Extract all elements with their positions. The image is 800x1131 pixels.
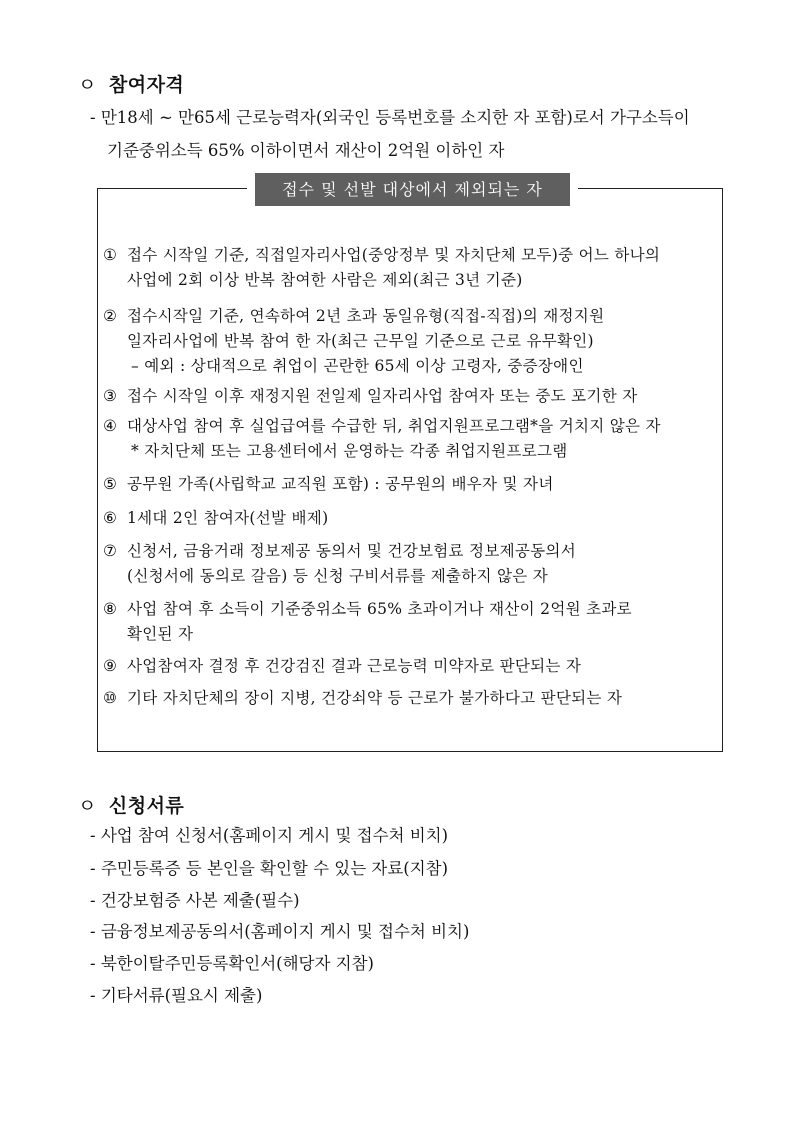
exclusion-item-text: 1세대 2인 참여자(선발 배제): [127, 509, 329, 527]
exclusion-item-line: [103, 384, 708, 409]
document-item: - 기타서류(필요시 제출): [90, 986, 263, 1005]
exclusion-item-text: 접수시작일 기준, 연속하여 2년 초과 동일유형(직접-직접)의 재정지원: [127, 307, 605, 325]
exclusion-item: [103, 243, 708, 293]
exclusion-item-line: [103, 539, 708, 564]
exclusion-item-note: – 예외 : 상대적으로 취업이 곤란한 65세 이상 고령자, 중증장애인: [131, 357, 584, 375]
exclusion-item: [103, 597, 708, 647]
section-bullet: ㅇ: [78, 795, 97, 817]
exclusion-item: [103, 539, 708, 589]
exclusion-item-number: ⑥: [103, 509, 118, 527]
exclusion-item: [103, 472, 708, 497]
eligibility-line-2: 기준중위소득 65% 이하이면서 재산이 2억원 이하인 자: [107, 141, 505, 160]
exclusion-item-number: ⑧: [103, 600, 118, 618]
exclusion-item: [103, 414, 708, 464]
document-item: - 건강보험증 사본 제출(필수): [90, 891, 300, 910]
document-item: - 북한이탈주민등록확인서(해당자 지참): [90, 954, 374, 973]
exclusion-item-line: [103, 268, 708, 293]
exclusion-item-text: (신청서에 동의로 갈음) 등 신청 구비서류를 제출하지 않은 자: [127, 567, 549, 585]
exclusion-item: [103, 384, 708, 409]
exclusion-item-text: 사업에 2회 이상 반복 참여한 사람은 제외(최근 3년 기준): [127, 271, 523, 289]
section-title-text: 참여자격: [108, 74, 185, 96]
section-bullet: ㅇ: [78, 74, 97, 96]
exclusion-item-line: [103, 414, 708, 439]
exclusion-item-number: ⑤: [103, 475, 118, 493]
document-item: - 금융정보제공동의서(홈페이지 게시 및 접수처 비치): [90, 922, 470, 941]
exclusion-item-line: [103, 564, 708, 589]
exclusion-item-text: 확인된 자: [127, 625, 194, 643]
exclusion-item: [103, 506, 708, 531]
exclusion-item-number: ⑩: [103, 689, 118, 707]
exclusion-item-number: ⑦: [103, 542, 118, 560]
exclusion-item: [103, 654, 708, 679]
exclusion-item-text: 사업참여자 결정 후 건강검진 결과 근로능력 미약자로 판단되는 자: [127, 657, 582, 675]
exclusion-item-line: [103, 654, 708, 679]
section-title-text: 신청서류: [108, 795, 185, 817]
section-title-documents: [78, 791, 184, 818]
exclusion-item-number: ②: [103, 307, 118, 325]
exclusion-item-line: [103, 304, 708, 329]
exclusion-item-line: [103, 622, 708, 647]
exclusion-box-title: 접수 및 선발 대상에서 제외되는 자: [255, 173, 570, 206]
exclusion-item: [103, 304, 708, 379]
section-title-eligibility: [78, 70, 184, 97]
exclusion-item-line: [103, 506, 708, 531]
exclusion-item-number: ⑨: [103, 657, 118, 675]
exclusion-item-line: [103, 243, 708, 268]
eligibility-line-1: - 만18세 ~ 만65세 근로능력자(외국인 등록번호를 소지한 자 포함)로서 가구소득이: [90, 108, 690, 127]
document-item: - 사업 참여 신청서(홈페이지 게시 및 접수처 비치): [90, 826, 449, 845]
exclusion-item-line: [103, 597, 708, 622]
exclusion-item-number: ③: [103, 387, 118, 405]
exclusion-item: [103, 686, 708, 711]
exclusion-item-text: 접수 시작일 기준, 직접일자리사업(중앙정부 및 자치단체 모두)중 어느 하나의: [127, 246, 661, 264]
exclusion-item-text: 기타 자치단체의 장이 지병, 건강쇠약 등 근로가 불가하다고 판단되는 자: [127, 689, 623, 707]
exclusion-item-text: 사업 참여 후 소득이 기준중위소득 65% 초과이거나 재산이 2억원 초과로: [127, 600, 632, 618]
exclusion-item-text: 대상사업 참여 후 실업급여를 수급한 뒤, 취업지원프로그램*을 거치지 않은 자: [127, 417, 661, 435]
exclusion-item-number: ①: [103, 246, 118, 264]
exclusion-item-text: 일자리사업에 반복 참여 한 자(최근 근무일 기준으로 근로 유무확인): [127, 332, 594, 350]
exclusion-item-line: [103, 329, 708, 354]
exclusion-item-number: ④: [103, 417, 118, 435]
exclusion-item-line: [103, 686, 708, 711]
exclusion-item-line: [103, 472, 708, 497]
exclusion-item-note: * 자치단체 또는 고용센터에서 운영하는 각종 취업지원프로그램: [131, 442, 568, 460]
exclusion-item-text: 접수 시작일 이후 재정지원 전일제 일자리사업 참여자 또는 중도 포기한 자: [127, 387, 638, 405]
exclusion-item-text: 신청서, 금융거래 정보제공 동의서 및 건강보험료 정보제공동의서: [127, 542, 576, 560]
document-item: - 주민등록증 등 본인을 확인할 수 있는 자료(지참): [90, 859, 449, 878]
exclusion-item-text: 공무원 가족(사립학교 교직원 포함) : 공무원의 배우자 및 자녀: [127, 475, 554, 493]
